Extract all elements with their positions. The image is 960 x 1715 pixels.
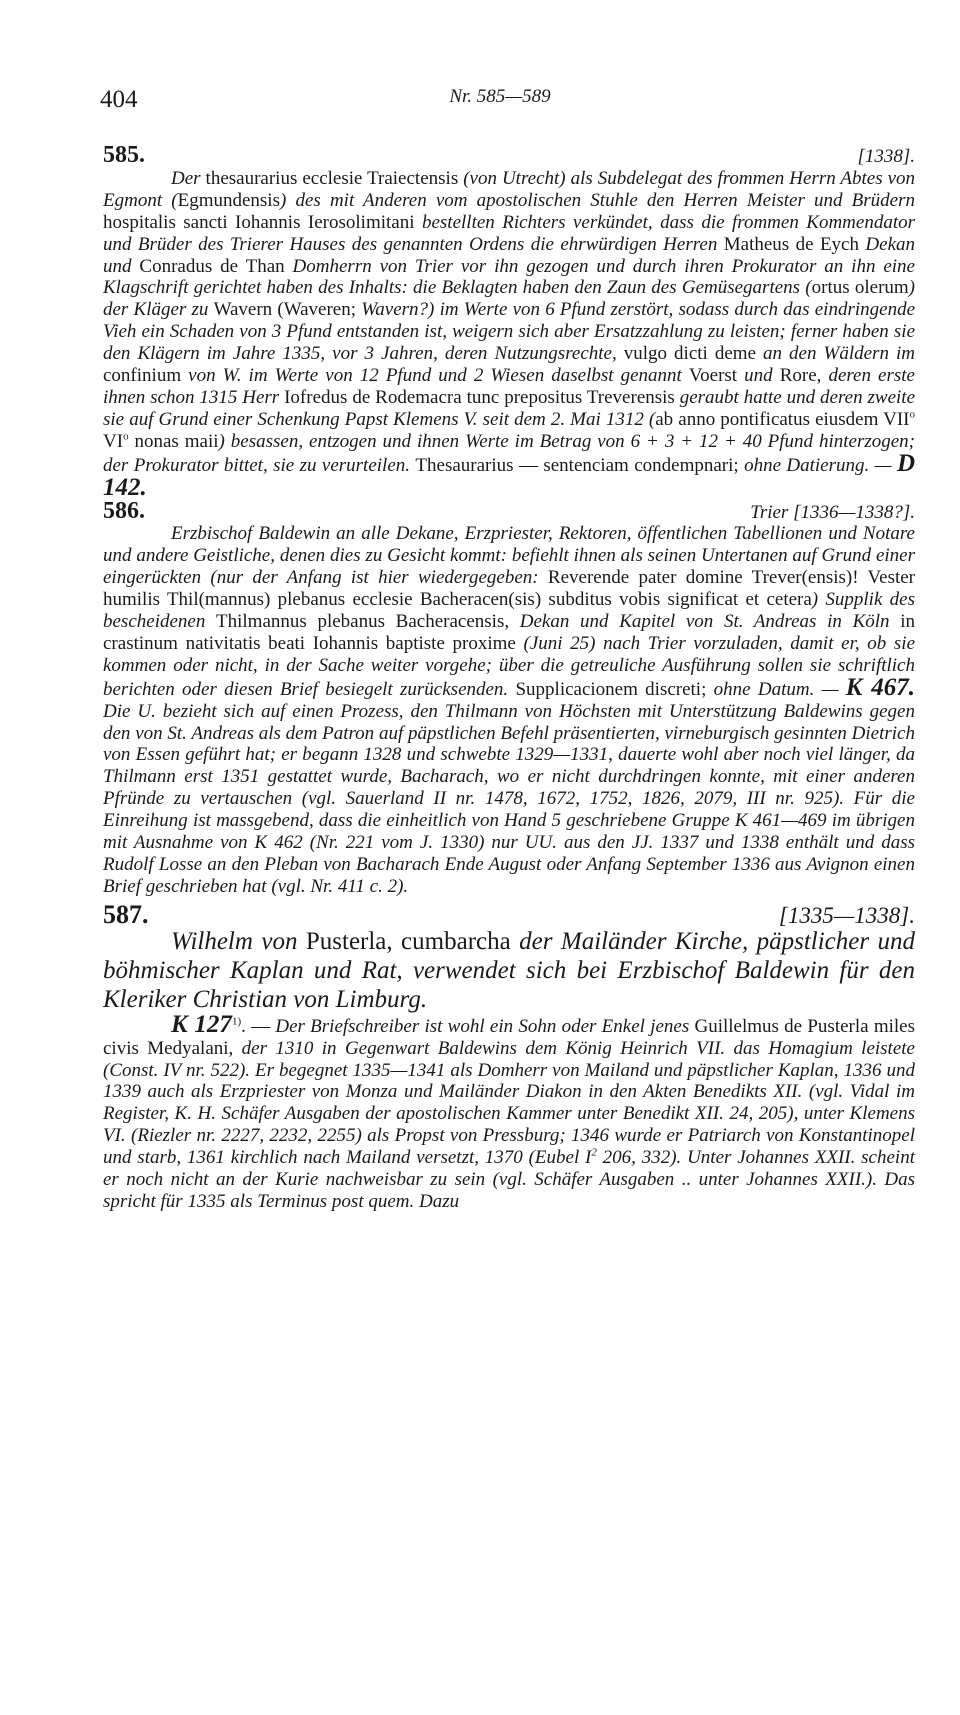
- text-run: geraubt hatte und deren zweite sie auf Grund einer Schenkung Papst Klemens V. seit dem 2. Mai 1312 (: [103, 386, 915, 430]
- text-run: und: [744, 365, 780, 387]
- entry-summary: [103, 927, 915, 1014]
- text-run: Erzbischof Baldewin an alle Dekane, Erzpriester, Rektoren, öffentlichen Tabellionen und Notare und andere Geistliche, denen dies zu Gesicht kommt: befiehlt ihnen als seinen Untertanen auf Grund einer eingerückten (nur der Anfang ist hier wiedergegeben:: [103, 523, 915, 589]
- entry-number: 586.: [103, 497, 145, 524]
- text-run: Die U. bezieht sich auf einen Prozess, den Thilmann von Höchsten mit Unterstützung Baldewins gegen den von St. Andreas als dem Patron auf päpstlichen Befehl präsentierten, virneburgisch gesinnten Dietrich von Essen geführt hat; er begann 1328 und schwebte 1329—1331, dauerte wohl aber noch viel länger, da Thilmann erst 1351 gestattet wurde, Bacharach, wo er nicht durchdringen konnte, mit einer anderen Pfründe zu vertauschen (vgl. Sauerland II nr. 1478, 1672, 1752, 1826, 2079, III nr. 925). Für die Einreihung ist massgebend, dass die einheitlich von Hand 5 geschriebene Gruppe K 461—469 im übrigen mit Ausnahme von K 462 (Nr. 221 vom J. 1330) nur UU. aus den JJ. 1337 und 1338 enthält und dass Rudolf Losse an den Pleban von Bacharach Ende August oder Anfang September 1336 aus Avignon einen Brief geschrieben hat (vgl. Nr. 411 c. 2).: [103, 700, 915, 897]
- page-header: [100, 86, 900, 118]
- entry-text: [103, 1010, 915, 1213]
- page-content: [103, 142, 916, 1213]
- text-run: ) des mit Anderen vom apostolischen Stuhle den Herren Meister und Brüdern: [279, 189, 916, 211]
- text-run: Voerst: [688, 365, 745, 387]
- entry-585: [103, 142, 916, 501]
- entry-text: [103, 168, 915, 501]
- text-run: ) besassen, entzogen und ihnen Werte im Betrag von 6 + 3 + 12 + 40 Pfund hinterzogen; der Prokurator bittet, sie zu verurteilen.: [103, 430, 916, 476]
- text-run: Wavern (Waveren;: [213, 299, 362, 321]
- text-run: Thesaurarius — sentenciam condempnari;: [415, 454, 745, 476]
- text-run: Reverende pater domine Trever(ensis)! Vester humilis Thil(mannus) plebanus ecclesie Bacheracen(sis) subditus vobis significat et cetera: [103, 567, 915, 611]
- text-run: der 1310 in Gegenwart Baldewins dem König Heinrich VII. das Homagium leistete (Const. IV nr. 522). Er begegnet 1335—1341 als Domherr von Mailand und päpstlicher Kaplan, 1336 und 1339 auch als Erzpriester von Monza und Mailänder Diakon in den Akten Benedikts XII. (vgl. Vidal im Register, K. H. Schäfer Ausgaben der apostolischen Kammer unter Benedikt XII. 24, 205), unter Klemens VI. (Riezler nr. 2227, 2232, 2255) als Propst von Pressburg; 1346 wurde er Patriarch von Konstantinopel und starb, 1361 kirchlich nach Mailand versetzt, 1370 (Eubel I: [103, 1037, 915, 1169]
- text-run: Der Briefschreiber ist wohl ein Sohn oder Enkel jenes: [275, 1015, 695, 1037]
- text-run: Rore,: [779, 365, 829, 387]
- text-run: Domherrn von Trier vor ihn gezogen und durch ihren Prokurator an ihn eine Klagschrift gerichtet haben des Inhalts: die Beklagten haben den Zaun des Gemüsegartens (: [103, 255, 915, 299]
- text-run: ortus olerum: [811, 277, 909, 299]
- text-run: in crastinum nativitatis beati Iohannis baptiste proxime: [103, 611, 915, 654]
- running-title: Nr. 585—589: [449, 86, 551, 107]
- entry-586: [103, 497, 915, 898]
- text-run: hospitalis sancti Iohannis Ierosolimitani: [103, 211, 422, 233]
- text-run: Pusterla, cumbarcha: [305, 927, 520, 955]
- text-run: ) der Kläger zu: [103, 277, 915, 321]
- entry-587: [103, 899, 916, 1213]
- entry-number: 585.: [103, 142, 145, 168]
- text-run: VI: [103, 430, 124, 452]
- archive-siglum: K 127: [171, 1010, 232, 1038]
- text-run: Der: [171, 167, 201, 189]
- text-run: Thilmannus plebanus Bacheracensis,: [216, 611, 520, 633]
- text-run: thesaurarius ecclesie Traiectensis: [200, 167, 464, 189]
- entry-heading: [103, 142, 915, 168]
- archive-siglum: K 467.: [845, 673, 915, 701]
- text-run: Supplicacionem discreti;: [515, 678, 714, 700]
- entry-date: [1335—1338].: [778, 902, 915, 928]
- text-run: vulgo dicti deme: [623, 343, 764, 365]
- text-run: Wilhelm von: [171, 927, 306, 955]
- text-run: ohne Datierung. —: [744, 454, 897, 476]
- superscript: o: [909, 408, 915, 421]
- entry-number: 587.: [103, 899, 149, 929]
- text-run: ) Supplik des bescheidenen: [103, 589, 915, 633]
- entry-date: Trier [1336—1338?].: [750, 501, 915, 523]
- text-run: bestellten Richters verkündet, dass die frommen Kommendator und Brüder des Trierer Hauses des genannten Ordens die ehrwürdigen Herren: [103, 211, 915, 255]
- text-run: (von Utrecht) als Subdelegat des frommen Herrn Abtes von Egmont (: [103, 167, 916, 211]
- text-run: deren erste ihnen schon 1315 Herr: [103, 365, 915, 408]
- text-run: Dekan und Kapitel von St. Andreas in Köln: [519, 611, 901, 633]
- text-run: ohne Datum. —: [713, 678, 846, 700]
- superscript: 2: [591, 1146, 597, 1159]
- text-run: nonas maii: [128, 430, 219, 452]
- text-run: Wavern?) im Werte von 6 Pfund zerstört, sodass durch das eindringende Vieh ein Schaden von 3 Pfund entstanden ist, weigern sich aber Ersatzzahlung zu leisten; ferner haben sie den Klägern im Jahre 1335, vor 3 Jahren, deren Nutzungsrechte,: [103, 299, 916, 365]
- text-run: . —: [241, 1015, 276, 1037]
- text-run: der Mailänder Kirche, päpstlicher und böhmischer Kaplan und Rat, verwendet sich bei Erzbischof Baldewin für den Kleriker Christian von Limburg.: [103, 927, 916, 1013]
- text-run: ab anno pontificatus eiusdem VII: [655, 408, 910, 430]
- entry-heading: [103, 899, 915, 929]
- text-run: Matheus de Eych: [723, 233, 866, 255]
- text-run: (Juni 25) nach Trier vorzuladen, damit er, ob sie kommen oder nicht, in der Sache weiter vorgehe; über die getreuliche Ausführung sollen sie schriftlich berichten oder diesen Brief besiegelt zurücksenden.: [103, 632, 915, 700]
- text-run: confinium: [103, 365, 189, 387]
- text-run: Iofredus de Rodemacra tunc prepositus Treverensis: [284, 386, 680, 408]
- text-run: Conradus de Than: [139, 255, 293, 277]
- text-run: Egmundensis: [177, 189, 280, 211]
- text-run: Dekan und: [103, 233, 916, 277]
- entry-date: [1338].: [857, 146, 915, 167]
- entry-heading: [103, 497, 915, 524]
- text-run: an den Wäldern im: [763, 343, 915, 365]
- text-run: Guillelmus de Pusterla miles civis Medyalani,: [103, 1015, 915, 1059]
- entry-text: [103, 523, 915, 897]
- superscript: 1): [231, 1015, 242, 1028]
- archive-siglum: D 142.: [103, 449, 915, 501]
- page-number: 404: [100, 86, 138, 113]
- superscript: o: [123, 430, 129, 443]
- text-run: von W. im Werte von 12 Pfund und 2 Wiesen daselbst genannt: [188, 365, 689, 387]
- text-run: 206, 332). Unter Johannes XXII. scheint er noch nicht an der Kurie nachweisbar zu sein (vgl. Schäfer Ausgaben .. unter Johannes XXII.). Das spricht für 1335 als Terminus post quem. Dazu: [103, 1147, 915, 1212]
